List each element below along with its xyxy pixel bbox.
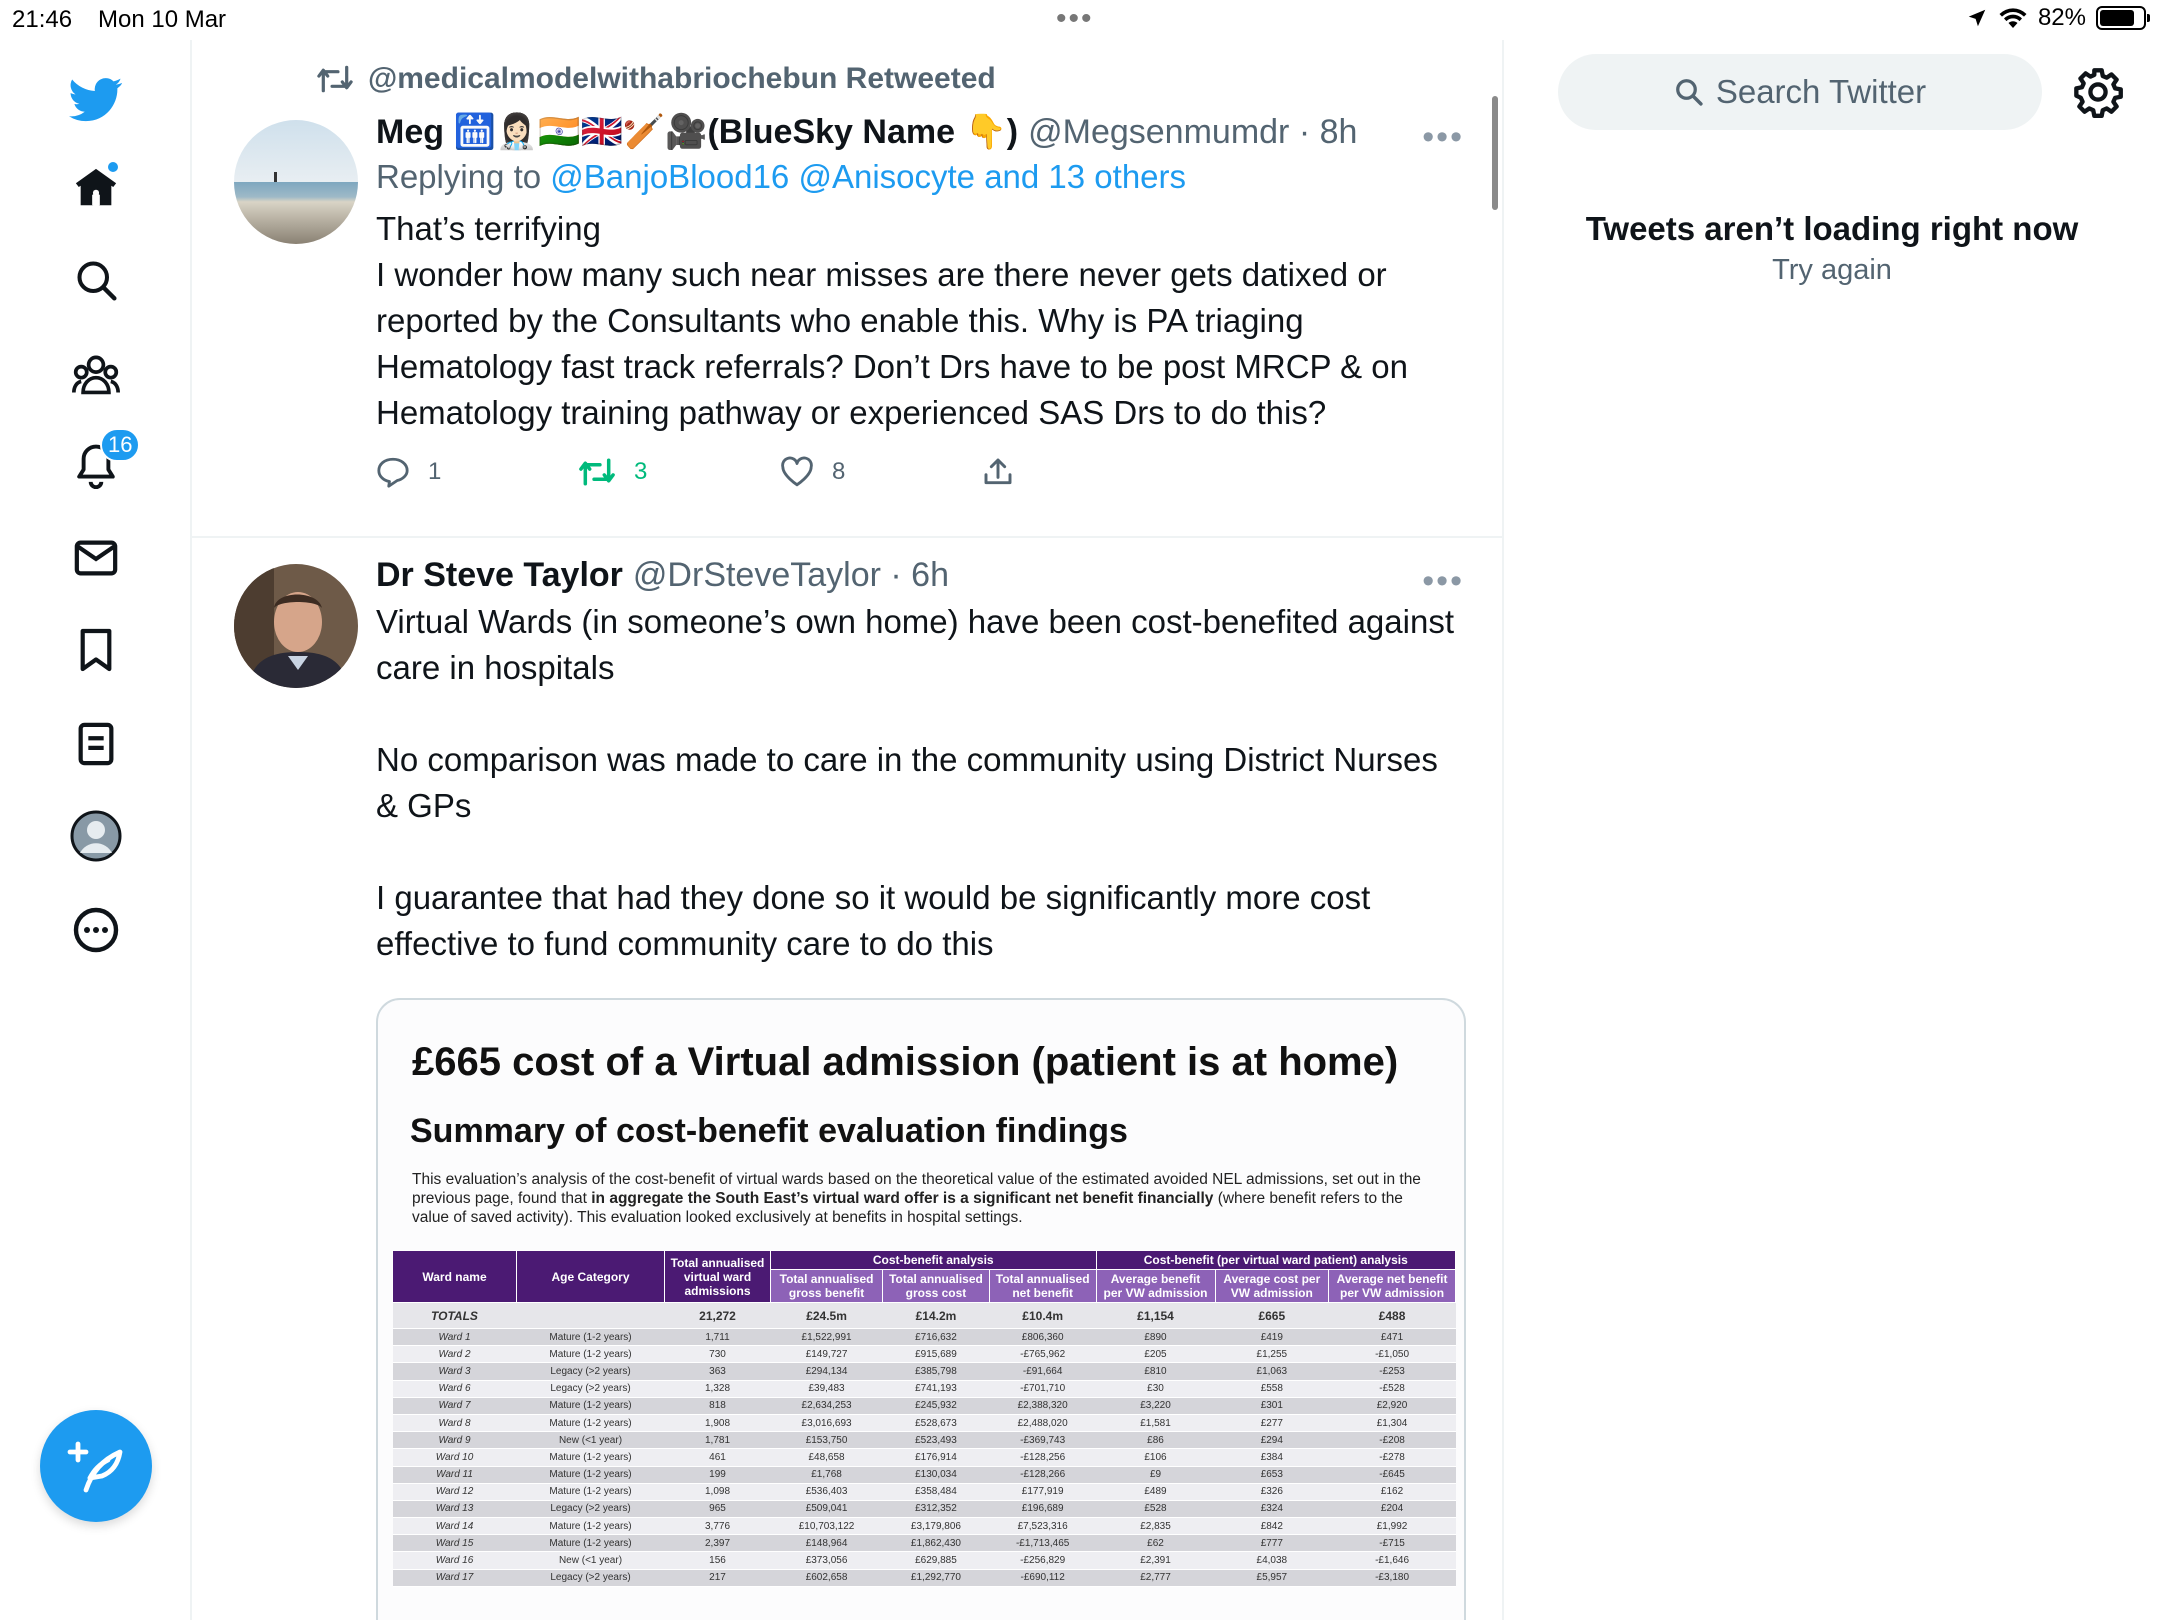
table-cell: £205: [1096, 1346, 1215, 1363]
table-cell: 21,272: [665, 1303, 771, 1329]
table-cell: Legacy (>2 years): [517, 1363, 665, 1380]
table-row: [393, 1414, 1456, 1431]
table-cell: -£128,256: [989, 1449, 1096, 1466]
table-cell: £153,750: [771, 1432, 883, 1449]
table-cell: £384: [1215, 1449, 1329, 1466]
like-count: 8: [832, 458, 846, 485]
media-paragraph-c: (where benefit refers to the value of saved activity). This evaluation looked exclusively at benefits in hospital settings.: [412, 1190, 1403, 1226]
heart-icon: [780, 456, 814, 488]
table-cell: £7,523,316: [989, 1518, 1096, 1535]
tweet1-text: That’s terrifying I wonder how many such near misses are there never gets datixed or reported by the Consultants who enable this. Why is PA triaging Hematology fast track referrals? Don’t Drs have to be post MRCP & on Hematology training pathway or experienced SAS Drs to do this?: [376, 210, 1408, 431]
table-row: [393, 1363, 1456, 1380]
table-cell: £3,220: [1096, 1397, 1215, 1414]
profile-avatar-icon: [70, 810, 122, 862]
table-cell: 1,908: [665, 1414, 771, 1431]
location-arrow-icon: [1966, 7, 1988, 29]
table-cell: £326: [1215, 1483, 1329, 1500]
avatar-steve-taylor[interactable]: [234, 564, 358, 688]
table-cell: -£528: [1329, 1380, 1456, 1397]
cost-benefit-table: [392, 1250, 1456, 1587]
table-cell: £1,992: [1329, 1518, 1456, 1535]
table-cell: £1,581: [1096, 1414, 1215, 1431]
table-cell: 818: [665, 1397, 771, 1414]
table-cell: 1,098: [665, 1483, 771, 1500]
table-cell: 2,397: [665, 1535, 771, 1552]
col-age-category: Age Category: [517, 1251, 665, 1303]
table-cell: £301: [1215, 1397, 1329, 1414]
table-cell: £523,493: [883, 1432, 990, 1449]
table-cell: Mature (1-2 years): [517, 1414, 665, 1431]
table-cell: -£128,266: [989, 1466, 1096, 1483]
replying-to-line: [376, 158, 1456, 196]
trends-error-title: Tweets aren’t loading right now: [1585, 210, 2079, 247]
table-row: [393, 1346, 1456, 1363]
table-cell: Ward 14: [393, 1518, 517, 1535]
table-cell: -£208: [1329, 1432, 1456, 1449]
table-cell: £558: [1215, 1380, 1329, 1397]
table-cell: [517, 1303, 665, 1329]
table-cell: Mature (1-2 years): [517, 1449, 665, 1466]
table-cell: Ward 3: [393, 1363, 517, 1380]
envelope-icon: [73, 538, 119, 578]
table-cell: Ward 15: [393, 1535, 517, 1552]
table-cell: 965: [665, 1500, 771, 1517]
table-cell: £177,919: [989, 1483, 1096, 1500]
media-subtitle: Summary of cost-benefit evaluation findings: [410, 1112, 1128, 1150]
table-cell: Ward 6: [393, 1380, 517, 1397]
nav-more[interactable]: [56, 890, 136, 970]
tweet2-text: Virtual Wards (in someone’s own home) have been cost-benefited against care in hospitals No comparison was made to care in the community using District Nurses & GPs I guarantee that had they done so it would be significantly more cost effective to fund community care to do this: [376, 603, 1454, 962]
table-cell: £653: [1215, 1466, 1329, 1483]
wifi-icon: [1998, 6, 2028, 30]
table-cell: £419: [1215, 1329, 1329, 1346]
search-icon: [1674, 77, 1704, 107]
table-row: [393, 1397, 1456, 1414]
table-cell: £2,835: [1096, 1518, 1215, 1535]
table-cell: £2,634,253: [771, 1397, 883, 1414]
table-cell: -£369,743: [989, 1432, 1096, 1449]
table-cell: £665: [1215, 1303, 1329, 1329]
avatar-meg[interactable]: [234, 120, 358, 244]
table-row: [393, 1518, 1456, 1535]
table-cell: £130,034: [883, 1466, 990, 1483]
list-icon: [76, 721, 116, 767]
table-cell: £1,304: [1329, 1414, 1456, 1431]
table-cell: £14.2m: [883, 1303, 990, 1329]
table-cell: £890: [1096, 1329, 1215, 1346]
status-bar: [0, 0, 2160, 40]
table-cell: £716,632: [883, 1329, 990, 1346]
table-cell: £30: [1096, 1380, 1215, 1397]
table-cell: -£1,646: [1329, 1552, 1456, 1569]
left-nav: [0, 40, 192, 1620]
nav-lists[interactable]: [56, 704, 136, 784]
table-cell: £488: [1329, 1303, 1456, 1329]
status-time: 21:46: [12, 6, 73, 33]
more-circle-icon: [72, 906, 120, 954]
col-gross-benefit: Total annualised gross benefit: [771, 1270, 883, 1303]
replying-to-label: Replying to: [376, 158, 542, 195]
table-cell: Legacy (>2 years): [517, 1380, 665, 1397]
table-cell: £245,932: [883, 1397, 990, 1414]
table-cell: £24.5m: [771, 1303, 883, 1329]
table-cell: Ward 12: [393, 1483, 517, 1500]
table-cell: Mature (1-2 years): [517, 1483, 665, 1500]
table-cell: £471: [1329, 1329, 1456, 1346]
media-paragraph: [412, 1170, 1432, 1227]
table-cell: £324: [1215, 1500, 1329, 1517]
col-ward-name: Ward name: [393, 1251, 517, 1303]
battery-icon: [2096, 6, 2146, 30]
nav-bookmarks[interactable]: [56, 610, 136, 690]
replying-to-mentions[interactable]: @BanjoBlood16 @Anisocyte and 13 others: [550, 158, 1187, 195]
table-cell: £2,920: [1329, 1397, 1456, 1414]
tweet1-actions: [376, 456, 1456, 488]
table-cell: £176,914: [883, 1449, 990, 1466]
share-icon: [982, 456, 1014, 488]
search-icon: [74, 258, 118, 302]
media-title: £665 cost of a Virtual admission (patient is at home): [412, 1040, 1399, 1084]
table-cell: £204: [1329, 1500, 1456, 1517]
table-cell: 156: [665, 1552, 771, 1569]
bookmark-icon: [77, 627, 115, 673]
col-avg-benefit: Average benefit per VW admission: [1096, 1270, 1215, 1303]
compose-tweet-button[interactable]: [40, 1410, 152, 1522]
table-cell: £1,862,430: [883, 1535, 990, 1552]
table-totals-row: [393, 1303, 1456, 1329]
table-cell: £10,703,122: [771, 1518, 883, 1535]
table-cell: £915,689: [883, 1346, 990, 1363]
retweet-icon: [316, 64, 354, 94]
table-cell: Mature (1-2 years): [517, 1329, 665, 1346]
status-date: Mon 10 Mar: [98, 6, 227, 33]
col-admissions: Total annualised virtual ward admissions: [665, 1251, 771, 1303]
table-cell: £9: [1096, 1466, 1215, 1483]
table-cell: £509,041: [771, 1500, 883, 1517]
tweet1-more-icon[interactable]: •••: [1422, 118, 1464, 156]
table-cell: £62: [1096, 1535, 1215, 1552]
retweet-banner-text: @medicalmodelwithabriochebun Retweeted: [368, 62, 996, 95]
table-cell: 1,711: [665, 1329, 771, 1346]
table-row: [393, 1535, 1456, 1552]
table-cell: Ward 10: [393, 1449, 517, 1466]
table-cell: £2,777: [1096, 1569, 1215, 1586]
table-cell: £1,768: [771, 1466, 883, 1483]
media-paragraph-bold: in aggregate the South East’s virtual ward offer is a significant net benefit financially: [591, 1190, 1214, 1207]
search-placeholder: Search Twitter: [1715, 73, 1927, 110]
media-paragraph-a: This evaluation’s analysis of the cost-benefit of virtual wards based on the theoretical value of the estimated avoided NEL admissions, set out in the previous page, found that: [412, 1171, 1421, 1207]
col-gross-cost: Total annualised gross cost: [883, 1270, 990, 1303]
table-cell: £5,957: [1215, 1569, 1329, 1586]
tweet2-more-icon[interactable]: •••: [1422, 562, 1464, 600]
table-cell: 1,781: [665, 1432, 771, 1449]
table-cell: -£1,050: [1329, 1346, 1456, 1363]
retweet-button[interactable]: [578, 457, 780, 487]
retweet-banner: [316, 62, 996, 96]
table-row: [393, 1500, 1456, 1517]
table-cell: Mature (1-2 years): [517, 1518, 665, 1535]
table-row: [393, 1380, 1456, 1397]
table-cell: £149,727: [771, 1346, 883, 1363]
table-cell: New (<1 year): [517, 1432, 665, 1449]
table-cell: £3,179,806: [883, 1518, 990, 1535]
table-cell: Ward 16: [393, 1552, 517, 1569]
table-cell: Ward 1: [393, 1329, 517, 1346]
table-cell: £528,673: [883, 1414, 990, 1431]
table-cell: -£256,829: [989, 1552, 1096, 1569]
nav-messages[interactable]: [56, 518, 136, 598]
table-cell: Mature (1-2 years): [517, 1346, 665, 1363]
table-cell: £1,154: [1096, 1303, 1215, 1329]
table-row: [393, 1552, 1456, 1569]
table-cell: £385,798: [883, 1363, 990, 1380]
table-cell: £86: [1096, 1432, 1215, 1449]
multitasking-dots-icon[interactable]: •••: [1056, 2, 1094, 35]
table-cell: 1,328: [665, 1380, 771, 1397]
tweet2-media-image[interactable]: [376, 998, 1466, 1620]
tweet-steve-taylor[interactable]: [192, 538, 1504, 1620]
table-cell: £2,391: [1096, 1552, 1215, 1569]
table-cell: £741,193: [883, 1380, 990, 1397]
reply-icon: [376, 456, 410, 488]
table-cell: Legacy (>2 years): [517, 1569, 665, 1586]
table-cell: 363: [665, 1363, 771, 1380]
table-cell: Ward 2: [393, 1346, 517, 1363]
compose-feather-icon: [66, 1436, 126, 1496]
table-cell: 3,776: [665, 1518, 771, 1535]
table-row: [393, 1329, 1456, 1346]
retweet-icon: [578, 457, 616, 487]
battery-fill: [2100, 10, 2134, 26]
table-cell: 199: [665, 1466, 771, 1483]
table-cell: £312,352: [883, 1500, 990, 1517]
table-cell: Mature (1-2 years): [517, 1535, 665, 1552]
table-cell: £277: [1215, 1414, 1329, 1431]
home-unread-dot: [106, 160, 120, 174]
table-cell: £777: [1215, 1535, 1329, 1552]
search-input[interactable]: [1558, 54, 2042, 130]
communities-icon: [72, 352, 120, 396]
table-cell: £373,056: [771, 1552, 883, 1569]
nav-communities[interactable]: [56, 334, 136, 414]
nav-notifications[interactable]: [56, 426, 136, 506]
table-cell: 461: [665, 1449, 771, 1466]
try-again-link[interactable]: Try again: [1772, 254, 1892, 286]
table-cell: Ward 13: [393, 1500, 517, 1517]
reply-count: 1: [428, 458, 442, 485]
tweet2-author-name[interactable]: Dr Steve Taylor: [376, 556, 623, 594]
col-avg-net-benefit: Average net benefit per VW admission: [1329, 1270, 1456, 1303]
table-row: [393, 1449, 1456, 1466]
table-cell: £4,038: [1215, 1552, 1329, 1569]
table-body: [393, 1303, 1456, 1587]
tweet-retweeted-meg[interactable]: [192, 40, 1504, 538]
notifications-badge: 16: [100, 428, 140, 462]
battery-percent: 82%: [2037, 4, 2086, 31]
table-cell: £3,016,693: [771, 1414, 883, 1431]
table-row: [393, 1569, 1456, 1586]
table-cell: £629,885: [883, 1552, 990, 1569]
retweet-count: 3: [634, 458, 648, 485]
table-cell: -£765,962: [989, 1346, 1096, 1363]
table-cell: £1,255: [1215, 1346, 1329, 1363]
table-cell: £842: [1215, 1518, 1329, 1535]
nav-explore[interactable]: [56, 240, 136, 320]
table-cell: £162: [1329, 1483, 1456, 1500]
table-cell: Ward 7: [393, 1397, 517, 1414]
table-cell: -£715: [1329, 1535, 1456, 1552]
table-cell: Ward 9: [393, 1432, 517, 1449]
table-cell: £358,484: [883, 1483, 990, 1500]
table-cell: -£3,180: [1329, 1569, 1456, 1586]
table-row: [393, 1432, 1456, 1449]
col-net-benefit: Total annualised net benefit: [989, 1270, 1096, 1303]
trends-error-panel: [1504, 210, 2160, 287]
table-cell: £10.4m: [989, 1303, 1096, 1329]
table-cell: £1,063: [1215, 1363, 1329, 1380]
col-avg-cost: Average cost per VW admission: [1215, 1270, 1329, 1303]
table-cell: £2,488,020: [989, 1414, 1096, 1431]
nav-profile[interactable]: [56, 796, 136, 876]
table-cell: -£91,664: [989, 1363, 1096, 1380]
like-button[interactable]: [780, 456, 982, 488]
table-row: [393, 1483, 1456, 1500]
table-cell: 730: [665, 1346, 771, 1363]
table-cell: -£1,713,465: [989, 1535, 1096, 1552]
settings-gear-icon[interactable]: [2072, 66, 2124, 118]
reply-button[interactable]: [376, 456, 578, 488]
table-cell: £602,658: [771, 1569, 883, 1586]
table-cell: £2,388,320: [989, 1397, 1096, 1414]
table-cell: £39,483: [771, 1380, 883, 1397]
nav-home[interactable]: [56, 148, 136, 228]
table-row: [393, 1466, 1456, 1483]
table-cell: £294,134: [771, 1363, 883, 1380]
timeline[interactable]: [192, 40, 1504, 1620]
table-cell: £196,689: [989, 1500, 1096, 1517]
table-cell: £489: [1096, 1483, 1215, 1500]
table-cell: £148,964: [771, 1535, 883, 1552]
table-cell: £294: [1215, 1432, 1329, 1449]
table-cell: New (<1 year): [517, 1552, 665, 1569]
table-cell: -£645: [1329, 1466, 1456, 1483]
tweet1-author-handle[interactable]: @Megsenmumdr · 8h: [1028, 112, 1358, 151]
col-group-cba: Cost-benefit analysis: [771, 1251, 1097, 1270]
table-cell: Mature (1-2 years): [517, 1466, 665, 1483]
col-group-cba-per-patient: Cost-benefit (per virtual ward patient) analysis: [1096, 1251, 1456, 1270]
table-cell: Legacy (>2 years): [517, 1500, 665, 1517]
table-cell: £48,658: [771, 1449, 883, 1466]
share-button[interactable]: [982, 456, 1184, 488]
tweet1-author-name[interactable]: Meg 🛗👩🏻‍⚕️🇮🇳🇬🇧🏏🎥(BlueSky Name 👇): [376, 113, 1019, 151]
table-cell: £106: [1096, 1449, 1215, 1466]
table-cell: -£690,112: [989, 1569, 1096, 1586]
table-cell: £528: [1096, 1500, 1215, 1517]
table-cell: TOTALS: [393, 1303, 517, 1329]
twitter-logo-icon[interactable]: [56, 60, 136, 140]
table-cell: £810: [1096, 1363, 1215, 1380]
tweet2-author-handle[interactable]: @DrSteveTaylor · 6h: [632, 556, 949, 594]
table-cell: £1,522,991: [771, 1329, 883, 1346]
table-cell: Ward 17: [393, 1569, 517, 1586]
table-cell: 217: [665, 1569, 771, 1586]
table-cell: Ward 8: [393, 1414, 517, 1431]
table-cell: £536,403: [771, 1483, 883, 1500]
table-cell: £1,292,770: [883, 1569, 990, 1586]
table-cell: £806,360: [989, 1329, 1096, 1346]
table-cell: -£253: [1329, 1363, 1456, 1380]
table-cell: Mature (1-2 years): [517, 1397, 665, 1414]
table-cell: Ward 11: [393, 1466, 517, 1483]
table-cell: -£278: [1329, 1449, 1456, 1466]
table-cell: -£701,710: [989, 1380, 1096, 1397]
